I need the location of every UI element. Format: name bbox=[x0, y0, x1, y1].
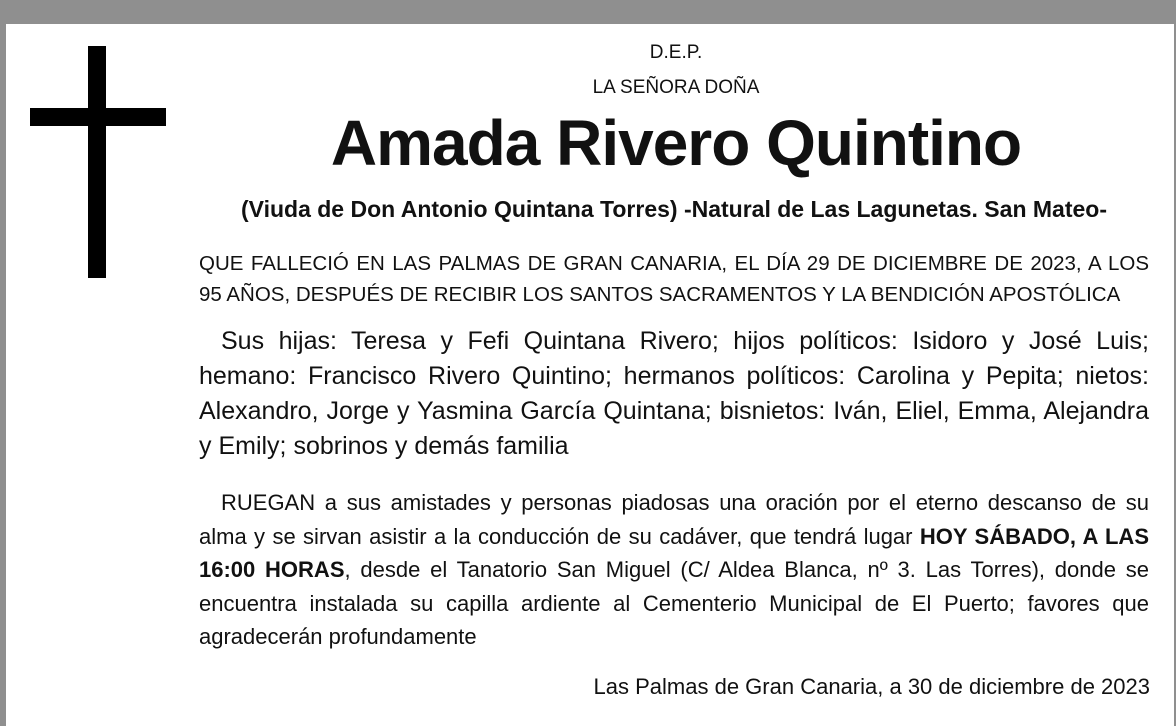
death-notice-text: QUE FALLECIÓ EN LAS PALMAS DE GRAN CANARIA, EL DÍA 29 DE DICIEMBRE DE 2023, A LOS 95 AÑOS, DESPUÉS DE RECIBIR LOS SANTOS SACRAMENTOS Y LA BENDICIÓN APOSTÓLICA bbox=[199, 252, 1149, 306]
subtitle-widow: (Viuda de Don Antonio Quintana Torres) -Natural de Las Lagunetas. San Mateo- bbox=[241, 196, 1107, 222]
request-time-bold: HOY SÁBADO, A LAS 16:00 HORAS bbox=[199, 523, 1149, 582]
request-text-part2: , desde el Tanatorio San Miguel (C/ Aldea Blanca, nº 3. Las Torres), donde se encuentra instalada su capilla ardiente al Cementerio Municipal de El Puerto; favores que agradecerán profundamente bbox=[199, 557, 1149, 649]
obituary-notice bbox=[6, 24, 1174, 726]
family-paragraph: Sus hijas: Teresa y Fefi Quintana Rivero; hijos políticos: Isidoro y José Luis; hemano: Francisco Rivero Quintino; hermanos políticos: Carolina y Pepita; nietos: Alexandro, Jorge y Yasmina García Quintana; bisnietos: Iván, Eliel, Emma, Alejandra y Emily; sobrinos y demás familia bbox=[199, 327, 1149, 460]
deceased-name: Amada Rivero Quintino bbox=[330, 107, 1022, 179]
request-paragraph bbox=[199, 486, 1149, 654]
title-prefix: LA SEÑORA DOÑA bbox=[592, 77, 760, 98]
dep-heading: D.E.P. bbox=[649, 42, 703, 63]
place-date: Las Palmas de Gran Canaria, a 30 de diciembre de 2023 bbox=[593, 674, 1150, 699]
request-text-part1: RUEGAN a sus amistades y personas piadosas una oración por el eterno descanso de su alma y se sirvan asistir a la conducción de su cadáver, que tendrá lugar bbox=[199, 490, 1149, 549]
